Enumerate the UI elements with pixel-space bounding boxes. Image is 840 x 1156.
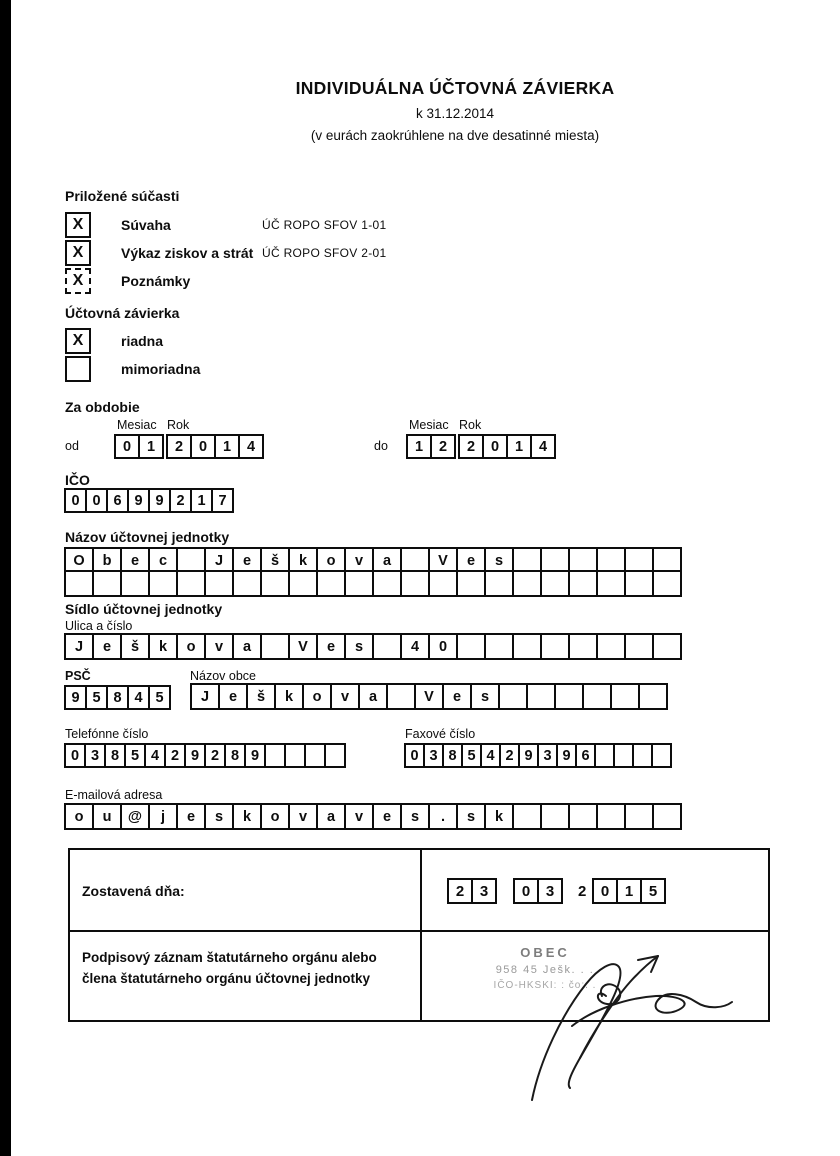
char-cell: 2 — [166, 434, 192, 459]
char-cell: v — [288, 803, 318, 830]
char-cell — [484, 570, 514, 597]
label-mimoriadna: mimoriadna — [121, 361, 201, 377]
tel-grid[interactable] — [64, 743, 346, 768]
attachments-heading: Priložené súčasti — [65, 188, 180, 204]
char-cell — [540, 803, 570, 830]
page-subtitle: k 31.12.2014 — [415, 106, 495, 121]
char-cell — [526, 683, 556, 710]
fax-label: Faxové číslo — [405, 727, 476, 741]
char-cell — [652, 570, 682, 597]
char-cell — [264, 743, 286, 768]
char-cell: e — [372, 803, 402, 830]
char-cell — [651, 743, 672, 768]
char-cell: a — [358, 683, 388, 710]
char-cell: 0 — [428, 633, 458, 660]
tel-label: Telefónne číslo — [65, 727, 149, 741]
nazov-label: Názov účtovnej jednotky — [65, 529, 230, 545]
char-cell: 2 — [447, 878, 473, 904]
char-cell — [596, 803, 626, 830]
footer-row-divider — [68, 930, 770, 932]
char-cell — [316, 570, 346, 597]
char-cell — [512, 570, 542, 597]
char-cell: 2 — [430, 434, 456, 459]
char-cell: s — [344, 633, 374, 660]
date-year-grid[interactable] — [592, 878, 666, 904]
char-cell: 5 — [148, 685, 171, 710]
char-cell: 2 — [499, 743, 520, 768]
char-cell — [632, 743, 653, 768]
char-cell — [540, 570, 570, 597]
char-cell: 9 — [556, 743, 577, 768]
char-cell — [484, 633, 514, 660]
char-cell: 2 — [169, 488, 192, 513]
char-cell — [324, 743, 346, 768]
char-cell: v — [344, 547, 374, 574]
char-cell — [582, 683, 612, 710]
char-cell — [176, 570, 206, 597]
char-cell: e — [120, 547, 150, 574]
char-cell: 8 — [106, 685, 129, 710]
char-cell: 5 — [124, 743, 146, 768]
char-cell — [568, 803, 598, 830]
label-riadna: riadna — [121, 333, 164, 349]
char-cell: j — [148, 803, 178, 830]
char-cell — [288, 570, 318, 597]
char-cell — [512, 633, 542, 660]
char-cell — [613, 743, 634, 768]
char-cell — [554, 683, 584, 710]
date-year-loose-digit: 2 — [578, 883, 587, 900]
fax-grid[interactable] — [404, 743, 672, 768]
char-cell: 0 — [592, 878, 618, 904]
char-cell: 2 — [458, 434, 484, 459]
char-cell — [596, 633, 626, 660]
sidlo-heading: Sídlo účtovnej jednotky — [65, 601, 223, 617]
char-cell: 1 — [214, 434, 240, 459]
char-cell: 7 — [211, 488, 234, 513]
char-cell: 0 — [114, 434, 140, 459]
char-cell: 6 — [575, 743, 596, 768]
char-cell — [624, 570, 654, 597]
char-cell: V — [414, 683, 444, 710]
signature-scrawl — [480, 938, 760, 1106]
podpis-line1: Podpisový záznam štatutárneho orgánu alebo — [82, 950, 377, 965]
do-mesiac-grid[interactable] — [406, 434, 456, 459]
char-cell: o — [316, 547, 346, 574]
char-cell: v — [330, 683, 360, 710]
char-cell — [568, 633, 598, 660]
zostavena-label: Zostavená dňa: — [82, 883, 185, 899]
podpis-label — [82, 948, 377, 990]
checkbox-poznamky[interactable]: X — [65, 268, 91, 294]
char-cell — [64, 570, 94, 597]
char-cell: v — [344, 803, 374, 830]
char-cell: 4 — [530, 434, 556, 459]
char-cell: 3 — [84, 743, 106, 768]
char-cell: 8 — [442, 743, 463, 768]
char-cell — [204, 570, 234, 597]
char-cell: J — [64, 633, 94, 660]
char-cell — [594, 743, 615, 768]
char-cell: 5 — [461, 743, 482, 768]
ico-label: IČO — [65, 472, 90, 488]
char-cell: e — [232, 547, 262, 574]
checkbox-riadna[interactable]: X — [65, 328, 91, 354]
footer-col-divider — [420, 848, 422, 1022]
char-cell — [92, 570, 122, 597]
ico-grid[interactable] — [64, 488, 234, 513]
char-cell: J — [190, 683, 220, 710]
char-cell: o — [176, 633, 206, 660]
char-cell — [386, 683, 416, 710]
period-heading: Za obdobie — [65, 399, 140, 415]
do-label: do — [374, 439, 388, 453]
stamp-line-3: IČO-HKSKI: : čo:. . — [493, 979, 597, 991]
char-cell: o — [64, 803, 94, 830]
char-cell — [260, 570, 290, 597]
zavierka-heading: Účtovná závierka — [65, 305, 180, 321]
char-cell: e — [92, 633, 122, 660]
char-cell: 1 — [506, 434, 532, 459]
char-cell: o — [260, 803, 290, 830]
date-month-grid[interactable] — [513, 878, 563, 904]
psc-grid[interactable] — [64, 685, 171, 710]
do-rok-grid[interactable] — [458, 434, 556, 459]
char-cell: š — [246, 683, 276, 710]
char-cell: s — [400, 803, 430, 830]
char-cell: 0 — [64, 743, 86, 768]
char-cell: 1 — [616, 878, 642, 904]
checkbox-vykaz[interactable]: X — [65, 240, 91, 266]
char-cell — [400, 570, 430, 597]
char-cell: 4 — [144, 743, 166, 768]
checkbox-suvaha[interactable]: X — [65, 212, 91, 238]
code-suvaha: ÚČ ROPO SFOV 1-01 — [262, 218, 387, 232]
char-cell: k — [274, 683, 304, 710]
char-cell: o — [302, 683, 332, 710]
char-cell: 5 — [85, 685, 108, 710]
char-cell: a — [316, 803, 346, 830]
char-cell: 0 — [513, 878, 539, 904]
nazov-grid-row2[interactable] — [64, 570, 682, 597]
char-cell: 6 — [106, 488, 129, 513]
label-suvaha: Súvaha — [121, 217, 171, 233]
od-rok-grid[interactable] — [166, 434, 264, 459]
char-cell: 8 — [104, 743, 126, 768]
char-cell — [652, 803, 682, 830]
char-cell — [372, 570, 402, 597]
char-cell — [568, 570, 598, 597]
char-cell — [652, 633, 682, 660]
psc-label: PSČ — [65, 669, 91, 683]
char-cell — [284, 743, 306, 768]
char-cell: 9 — [244, 743, 266, 768]
char-cell: 1 — [406, 434, 432, 459]
char-cell: 3 — [537, 743, 558, 768]
char-cell: 1 — [138, 434, 164, 459]
stamp-line-1: OBEC — [520, 945, 570, 960]
char-cell: e — [316, 633, 346, 660]
char-cell: e — [176, 803, 206, 830]
char-cell: e — [218, 683, 248, 710]
stamp-line-2: 958 45 Ješk. . . — [495, 963, 595, 976]
char-cell — [624, 803, 654, 830]
char-cell: 9 — [184, 743, 206, 768]
od-rok-label: Rok — [167, 418, 190, 432]
char-cell: 4 — [480, 743, 501, 768]
char-cell: @ — [120, 803, 150, 830]
char-cell: k — [288, 547, 318, 574]
char-cell: e — [456, 547, 486, 574]
char-cell: b — [92, 547, 122, 574]
char-cell — [498, 683, 528, 710]
page-title: INDIVIDUÁLNA ÚČTOVNÁ ZÁVIERKA — [295, 78, 615, 98]
char-cell — [540, 633, 570, 660]
char-cell: 3 — [423, 743, 444, 768]
do-rok-label: Rok — [459, 418, 482, 432]
char-cell: a — [372, 547, 402, 574]
char-cell: 8 — [224, 743, 246, 768]
scan-edge-strip — [0, 0, 11, 1156]
char-cell: e — [442, 683, 472, 710]
char-cell: 4 — [127, 685, 150, 710]
char-cell: v — [204, 633, 234, 660]
podpis-line2: člena štatutárneho orgánu účtovnej jednotky — [82, 970, 371, 986]
char-cell: k — [484, 803, 514, 830]
char-cell: 9 — [148, 488, 171, 513]
char-cell: 1 — [190, 488, 213, 513]
char-cell: 3 — [471, 878, 497, 904]
do-mesiac-label: Mesiac — [409, 418, 449, 432]
label-vykaz: Výkaz ziskov a strát — [121, 245, 254, 261]
char-cell: a — [232, 633, 262, 660]
char-cell: 0 — [190, 434, 216, 459]
ulica-grid[interactable] — [64, 633, 682, 660]
page-note: (v eurách zaokrúhlene na dve desatinné miesta) — [310, 128, 600, 143]
code-vykaz: ÚČ ROPO SFOV 2-01 — [262, 246, 387, 260]
char-cell: s — [484, 547, 514, 574]
checkbox-mimoriadna[interactable] — [65, 356, 91, 382]
char-cell: V — [428, 547, 458, 574]
email-label: E-mailová adresa — [65, 788, 163, 802]
email-grid[interactable] — [64, 803, 682, 830]
char-cell: 2 — [204, 743, 226, 768]
char-cell — [512, 803, 542, 830]
date-day-grid[interactable] — [447, 878, 497, 904]
char-cell: s — [204, 803, 234, 830]
char-cell: s — [470, 683, 500, 710]
char-cell — [260, 633, 290, 660]
obec-grid[interactable] — [190, 683, 668, 710]
char-cell — [304, 743, 326, 768]
char-cell: . — [428, 803, 458, 830]
ulica-label: Ulica a číslo — [65, 619, 133, 633]
char-cell: c — [148, 547, 178, 574]
char-cell: u — [92, 803, 122, 830]
char-cell — [232, 570, 262, 597]
char-cell: s — [456, 803, 486, 830]
char-cell: 9 — [127, 488, 150, 513]
char-cell: 5 — [640, 878, 666, 904]
char-cell — [624, 633, 654, 660]
char-cell: 9 — [64, 685, 87, 710]
char-cell — [148, 570, 178, 597]
char-cell — [638, 683, 668, 710]
char-cell: 0 — [404, 743, 425, 768]
char-cell: 3 — [537, 878, 563, 904]
char-cell — [456, 633, 486, 660]
od-mesiac-grid[interactable] — [114, 434, 164, 459]
char-cell: k — [148, 633, 178, 660]
char-cell: 0 — [64, 488, 87, 513]
char-cell — [344, 570, 374, 597]
label-poznamky: Poznámky — [121, 273, 191, 289]
char-cell: š — [120, 633, 150, 660]
char-cell — [596, 570, 626, 597]
char-cell: O — [64, 547, 94, 574]
char-cell — [456, 570, 486, 597]
char-cell: J — [204, 547, 234, 574]
char-cell — [428, 570, 458, 597]
char-cell: 0 — [482, 434, 508, 459]
obec-label: Názov obce — [190, 669, 257, 683]
char-cell: 4 — [238, 434, 264, 459]
od-label: od — [65, 439, 79, 453]
char-cell: 0 — [85, 488, 108, 513]
char-cell: š — [260, 547, 290, 574]
char-cell — [610, 683, 640, 710]
char-cell: 2 — [164, 743, 186, 768]
char-cell: k — [232, 803, 262, 830]
char-cell — [120, 570, 150, 597]
char-cell: 9 — [518, 743, 539, 768]
char-cell: V — [288, 633, 318, 660]
od-mesiac-label: Mesiac — [117, 418, 157, 432]
char-cell: 4 — [400, 633, 430, 660]
char-cell — [372, 633, 402, 660]
